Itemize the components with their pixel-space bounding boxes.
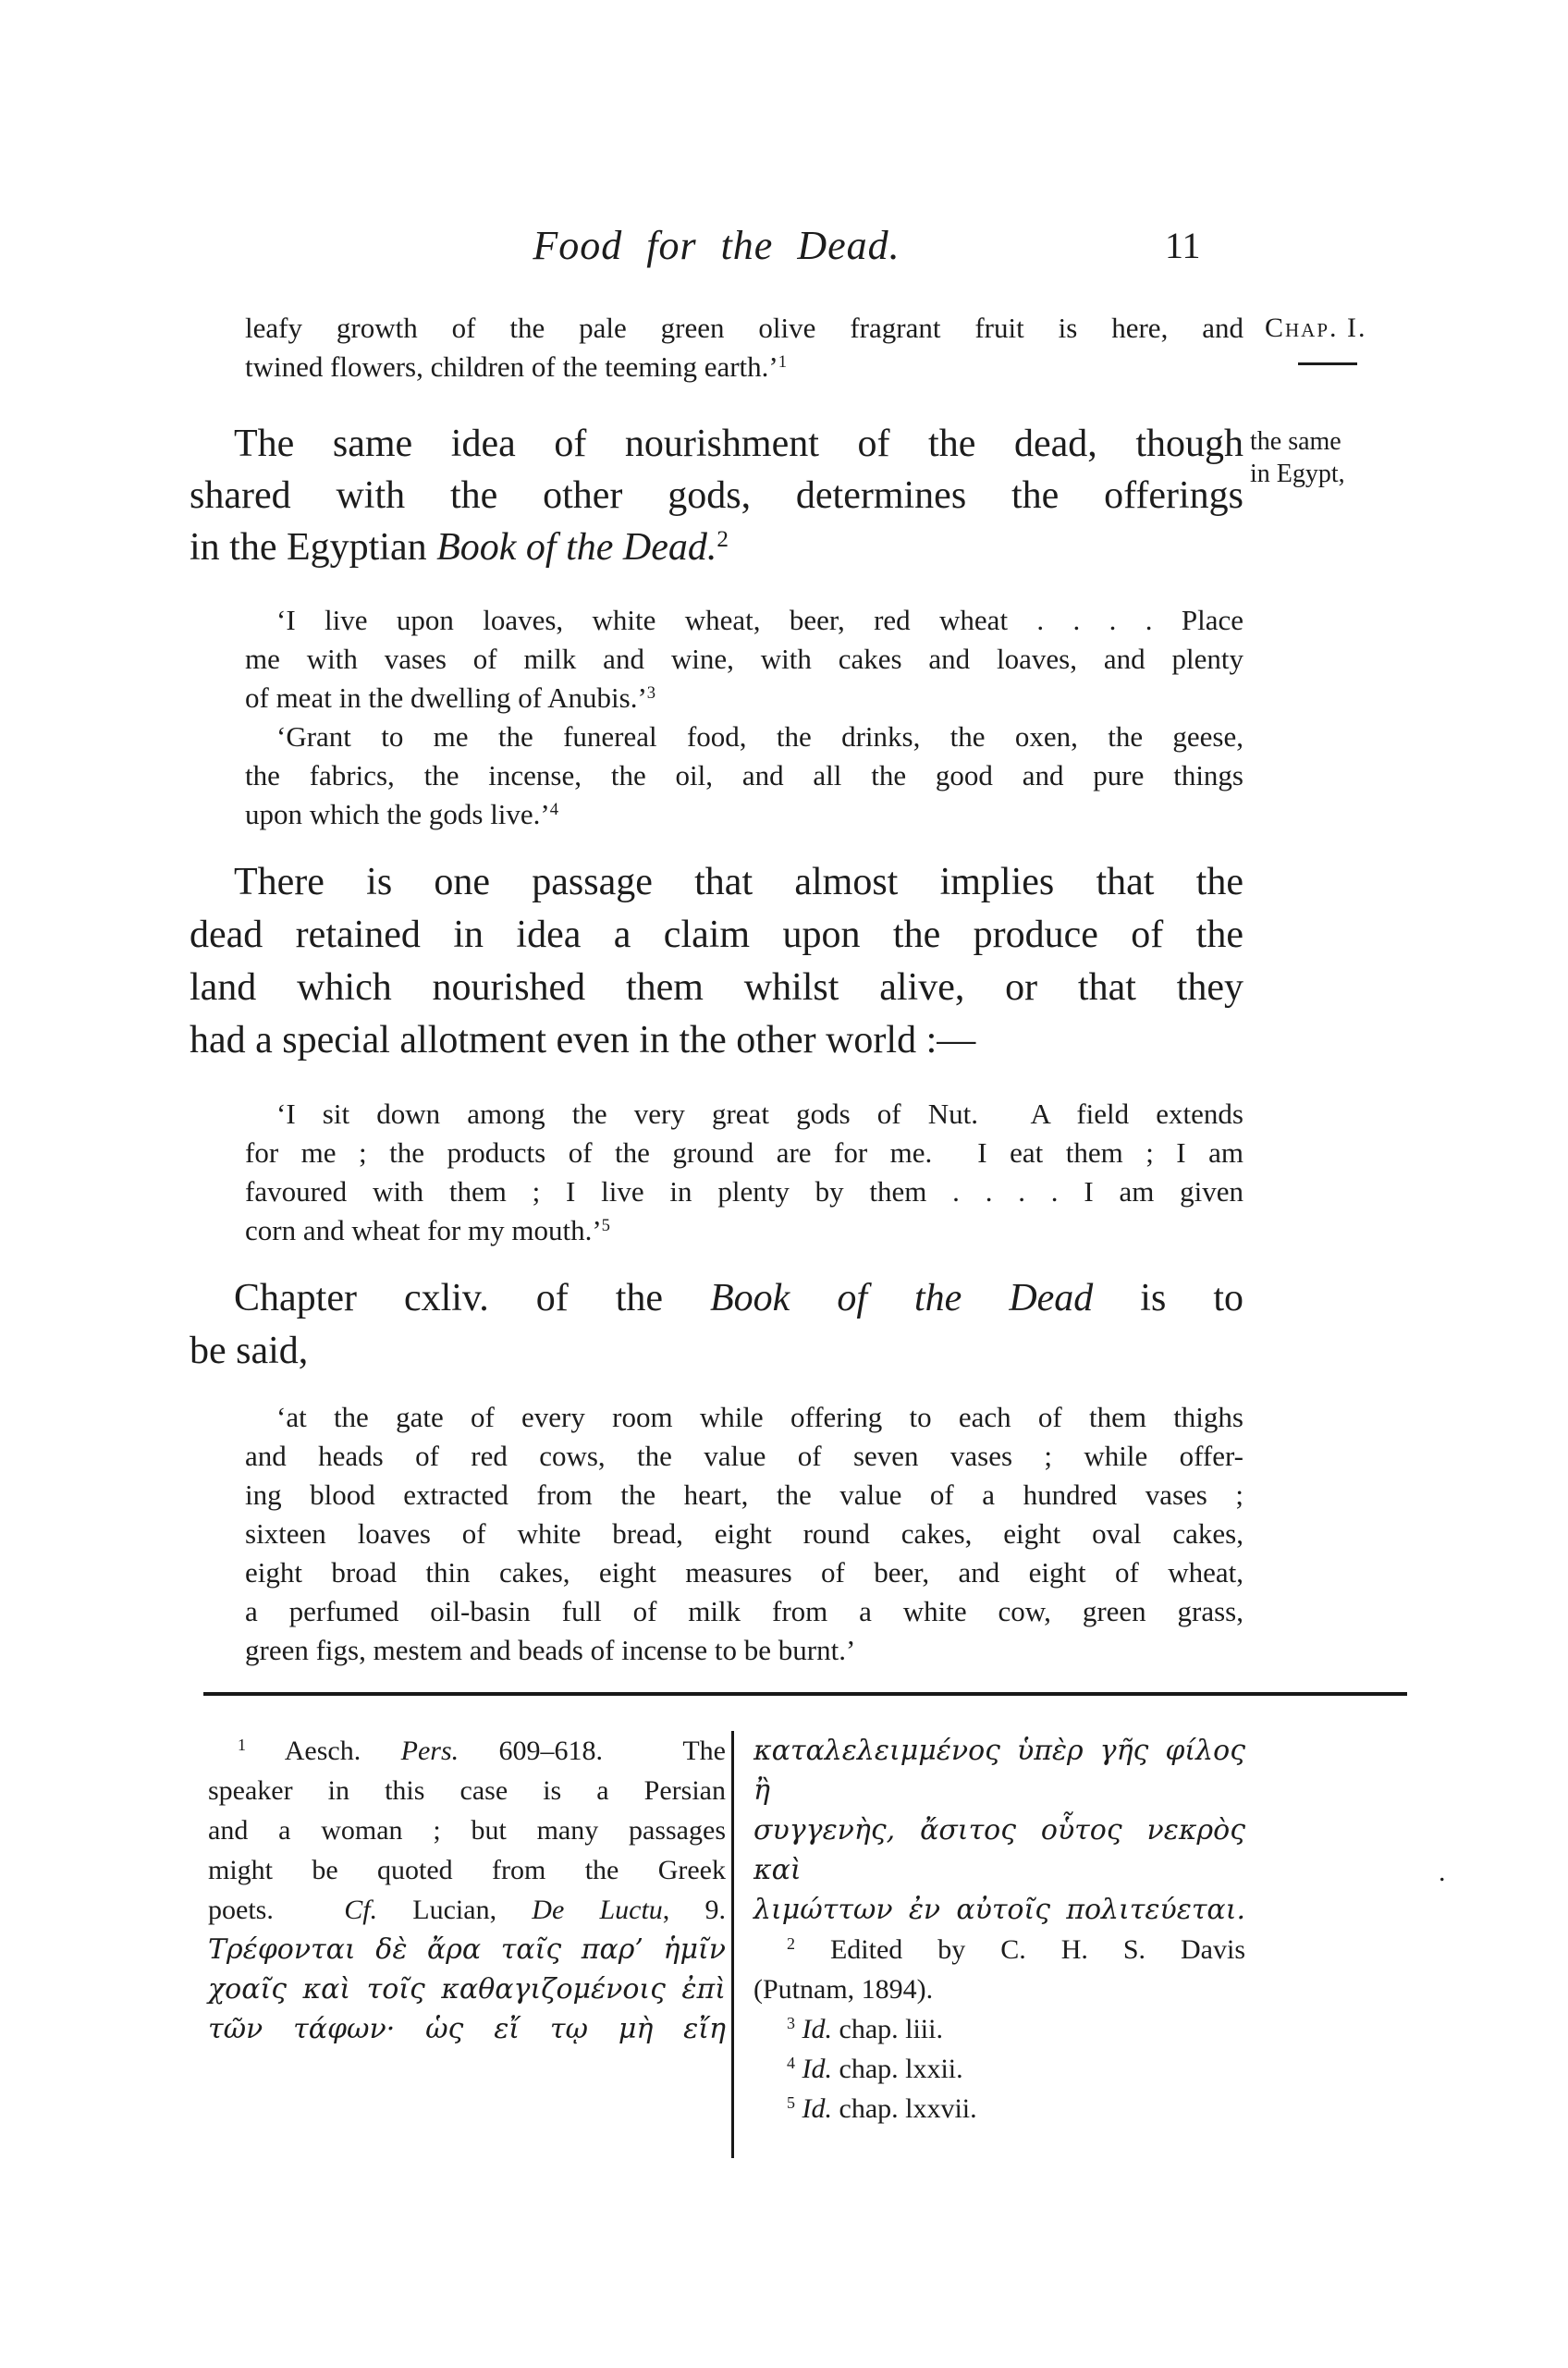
text-line: be said, bbox=[190, 1330, 309, 1372]
quote-block-grant-to-me bbox=[245, 718, 1243, 834]
text-line: χοαῖς καὶ τοῖς καθαγιζομένοις ἐπὶ bbox=[208, 1973, 726, 2006]
footnote-column-right bbox=[753, 1731, 1245, 2129]
text-line: shared with the other gods, determines the offerings bbox=[190, 474, 1243, 517]
text-line: in the Egyptian Book of the Dead.$^2$ bbox=[190, 526, 729, 569]
text-line: $^2$ Edited by C. H. S. Davis bbox=[787, 1934, 1245, 1965]
text-line: Chapter cxliv. of the Book of the Dead is to bbox=[234, 1277, 1243, 1319]
page-number: 11 bbox=[1165, 225, 1201, 266]
text-line: speaker in this case is a Persian bbox=[208, 1775, 726, 1806]
text-line: upon which the gods live.’$^4$ bbox=[245, 798, 559, 830]
text-line: me with vases of milk and wine, with cakes and loaves, and plenty bbox=[245, 643, 1243, 675]
text-line: and a woman ; but many passages bbox=[208, 1815, 726, 1846]
text-line: the fabrics, the incense, the oil, and all the good and pure things bbox=[245, 759, 1243, 791]
quote-block-at-the-gate bbox=[245, 1398, 1243, 1670]
text-line: leafy growth of the pale green olive fragrant fruit is here, and bbox=[245, 312, 1243, 344]
text-line: $^1$ Aesch. Pers. 609–618. The bbox=[238, 1736, 726, 1766]
paragraph-one-passage bbox=[190, 856, 1243, 1067]
side-note bbox=[1250, 425, 1449, 490]
footnote-separator-rule bbox=[203, 1692, 1407, 1696]
text-line: συγγενὴς, ἄσιτος οὗτος νεκρὸς καὶ bbox=[753, 1814, 1245, 1886]
text-line: for me ; the products of the ground are for me. I eat them ; I am bbox=[245, 1136, 1243, 1169]
text-line: ‘at the gate of every room while offering to each of them thighs bbox=[276, 1401, 1243, 1433]
quote-block-i-sit-down bbox=[245, 1095, 1243, 1250]
side-note-line: the same bbox=[1250, 427, 1341, 456]
text-line: had a special allotment even in the other world :— bbox=[190, 1019, 976, 1061]
text-line: sixteen loaves of white bread, eight round cakes, eight oval cakes, bbox=[245, 1517, 1243, 1550]
text-line: $^5$ Id. chap. lxxvii. bbox=[787, 2093, 977, 2124]
text-line: There is one passage that almost implies that the bbox=[234, 861, 1243, 903]
text-line: eight broad thin cakes, eight measures of beer, and eight of wheat, bbox=[245, 1556, 1243, 1589]
text-line: ‘I live upon loaves, white wheat, beer, red wheat . . . . Place bbox=[276, 604, 1243, 636]
running-head: Food for the Dead. bbox=[533, 223, 900, 268]
paragraph-chapter-cxliv bbox=[190, 1272, 1243, 1378]
chapter-margin-note: Chap. I. bbox=[1265, 313, 1367, 343]
footnote-column-left bbox=[208, 1731, 726, 2049]
text-line: a perfumed oil-basin full of milk from a white cow, green grass, bbox=[245, 1595, 1243, 1627]
text-line: τῶν τάφων· ὡς εἴ τῳ μὴ εἴη bbox=[208, 2013, 726, 2045]
text-line: green figs, mestem and beads of incense to be burnt.’ bbox=[245, 1634, 856, 1666]
quote-block-i-live-upon-loaves bbox=[245, 601, 1243, 718]
text-line: favoured with them ; I live in plenty by them . . . . I am given bbox=[245, 1175, 1243, 1208]
quote-block-aeschylus bbox=[245, 309, 1243, 386]
text-line: The same idea of nourishment of the dead, though bbox=[234, 423, 1243, 465]
text-line: corn and wheat for my mouth.’$^5$ bbox=[245, 1214, 610, 1246]
text-line: $^4$ Id. chap. lxxii. bbox=[787, 2054, 963, 2084]
text-line: $^3$ Id. chap. liii. bbox=[787, 2014, 943, 2044]
text-line: ‘Grant to me the funereal food, the drinks, the oxen, the geese, bbox=[276, 720, 1243, 753]
paragraph-same-idea bbox=[190, 418, 1243, 573]
text-line: Τρέφονται δὲ ἄρα ταῖς παρ’ ἡμῖν bbox=[208, 1933, 726, 1966]
text-line: ‘I sit down among the very great gods of Nut. A field extends bbox=[276, 1098, 1243, 1130]
text-line: of meat in the dwelling of Anubis.’$^3$ bbox=[245, 681, 656, 714]
side-note-line: in Egypt, bbox=[1250, 460, 1345, 488]
footnote-column-divider bbox=[731, 1731, 734, 2158]
text-line: καταλελειμμένος ὑπὲρ γῆς φίλος ἢ bbox=[753, 1735, 1245, 1807]
text-line: λιμώττων ἐν αὐτοῖς πολιτεύεται. bbox=[753, 1894, 1245, 1926]
text-line: (Putnam, 1894). bbox=[753, 1974, 934, 2005]
text-line: ing blood extracted from the heart, the value of a hundred vases ; bbox=[245, 1478, 1243, 1511]
text-line: poets. Cf. Lucian, De Luctu, 9. bbox=[208, 1895, 726, 1925]
text-line: and heads of red cows, the value of seven vases ; while offer- bbox=[245, 1440, 1243, 1472]
text-line: might be quoted from the Greek bbox=[208, 1855, 726, 1885]
text-line: land which nourished them whilst alive, or that they bbox=[190, 966, 1243, 1009]
ink-speck: . bbox=[1439, 1857, 1446, 1887]
text-line: dead retained in idea a claim upon the produce of the bbox=[190, 914, 1243, 956]
text-line: twined flowers, children of the teeming earth.’$^1$ bbox=[245, 350, 788, 383]
chapter-note-rule bbox=[1298, 362, 1357, 365]
